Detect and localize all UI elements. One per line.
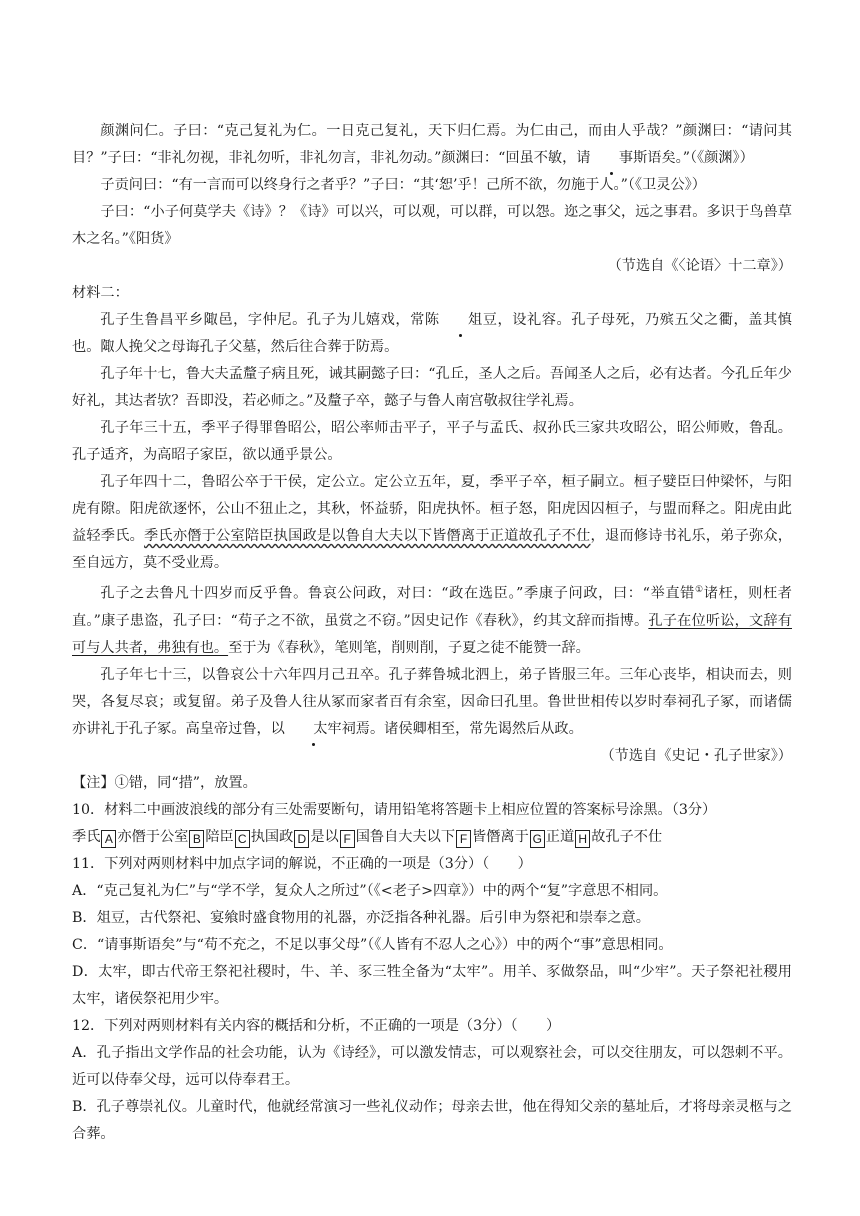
segment: 陪臣 [205,828,234,845]
question-11-stem: 11．下列对两则材料中加点字词的解说，不正确的一项是（3分）（ ） [72,855,532,872]
answer-box-g[interactable]: G [530,830,545,848]
dotted-word: 俎 [440,307,483,334]
segment: 执国政 [250,828,294,845]
question-12-option-a[interactable]: A．孔子指出文学作品的社会功能，认为《诗经》，可以激发情志，可以观察社会，可以交往朋友，可以怨刺不平。近可以侍奉父母，远可以侍奉君王。 [72,1044,792,1088]
segment: 正道 [545,828,575,845]
text: 豆，设礼容。孔子母死，乃殡五父之衢，盖其慎也。陬人挽父之母诲孔子父墓，然后往合葬于防焉。 [72,312,792,355]
segment: 亦僭于公室 [117,828,189,845]
text: 斯语矣。”（《颜渊》） [633,150,754,166]
text: 至于为《春秋》，笔则笔，削则削，子夏之徒不能赞一辞。 [228,639,590,656]
text: 孔子年四十二，鲁昭公卒于干侯，定公立。定公立五年，夏，季平子卒，桓子嗣立。桓子嬖臣曰仲梁怀，与阳虎有隙。阳虎欲逐怀，公山不狃止之，其秋，怀益骄，阳虎执怀。桓子怒，阳虎因囚桓子，与盟而释之。阳虎由此益轻季氏。 [72,474,792,544]
m1-paragraph-2: 子贡问曰：“有一言而可以终身行之者乎？”子曰：“其‘恕’乎！己所不欲，勿施于人。”（《卫灵公》） [100,177,706,193]
m2-paragraph-3: 孔子年三十五，季平子得罪鲁昭公，昭公率师击平子，平子与孟氏、叔孙氏三家共攻昭公，昭公师败，鲁乱。孔子适齐，为高昭子家臣，欲以通乎景公。 [72,420,792,463]
segment: 是以 [310,828,339,845]
question-11-option-c[interactable]: C．“请事斯语矣”与“苟不充之，不足以事父母”（《人皆有不忍人之心》）中的两个“事”意思相同。 [72,936,673,953]
m1-source: （节选自《〈论语〉十二章》） [607,258,792,274]
question-10-stem: 10．材料二中画波浪线的部分有三处需要断句，请用铅笔将答题卡上相应位置的答案标号涂黑。（3分） [72,801,717,818]
footnote: 【注】①错，同“措”，放置。 [72,774,257,791]
text: ，退而修诗书礼乐，弟子弥众，至自远方，莫不受业焉。 [72,528,792,571]
m2-source: （节选自《史记・孔子世家》） [600,747,792,764]
segment: 皆僭离于 [472,828,529,845]
answer-box-e[interactable]: F [340,830,355,848]
question-11-option-a[interactable]: A．“克己复礼为仁”与“学不学，复众人之所过”（《<老子>四章》）中的两个“复”字意思不相同。 [72,882,668,899]
answer-box-d[interactable]: D [294,830,309,848]
m2-paragraph-2: 孔子年十七，鲁大夫孟釐子病且死，诫其嗣懿子曰：“孔丘，圣人之后。吾闻圣人之后，必有达者。今孔丘年少好礼，其达者欤？吾即没，若必师之。”及釐子卒，懿子与鲁人南宫敬叔往学礼焉。 [72,366,792,409]
underlined-text: 孔子在位听讼，文辞有可与人共者，弗独有也。 [72,612,792,656]
text: 颜渊问仁。子曰：“克己复礼为仁。一日克己复礼，天下归仁焉。为仁由己，而由人乎哉？”颜渊曰：“请问其目？”子曰：“非礼勿视，非礼勿听，非礼勿言，非礼勿动。”颜渊曰：“回虽不敏，请 [72,123,792,166]
question-10-segments [72,824,792,851]
question-12-option-b[interactable]: B．孔子尊崇礼仪。儿童时代，他就经常演习一些礼仪动作；母亲去世，他在得知父亲的墓址后，才将母亲灵柩与之合葬。 [72,1098,792,1142]
text: 诸枉，则枉者直。”康子患盗，孔子曰：“苟子之不欲，虽赏之不窃。”因史记作《春秋》，约其文辞而指博。 [72,585,792,629]
answer-box-f[interactable]: F [456,830,471,848]
m2-paragraph-6 [72,662,792,743]
segment: 故孔子不仕 [591,828,663,845]
footnote-marker: ① [694,585,704,595]
text: 祠焉。诸侯卿相至，常先谒然后从政。 [341,720,583,737]
answer-box-c[interactable]: C [235,830,250,848]
segment: 季氏 [72,828,101,845]
segment: 国鲁自大夫以下 [355,828,456,845]
question-12-stem: 12．下列对两则材料有关内容的概括和分析，不正确的一项是（3分）（ ） [72,1017,561,1034]
answer-box-h[interactable]: H [575,830,590,848]
text: 孔子之去鲁凡十四岁而反乎鲁。鲁哀公问政，对曰：“政在选臣。”季康子问政，曰：“举直错 [100,585,695,602]
m2-heading: 材料二： [72,285,129,301]
m1-paragraph-3: 子曰：“小子何莫学夫《诗》？《诗》可以兴，可以观，可以群，可以怨。迩之事父，远之事君。多识于鸟兽草木之名。”《阳货》 [72,204,792,247]
exam-page [72,118,792,1148]
m2-paragraph-5 [72,577,792,662]
answer-box-b[interactable]: B [189,830,204,848]
m2-paragraph-1 [72,307,792,361]
text: 孔子年七十三，以鲁哀公十六年四月己丑卒。孔子葬鲁城北泗上，弟子皆服三年。三年心丧毕，相诀而去，则哭，各复尽哀；或复留。弟子及鲁人往从冢而家者百有余室，因命曰孔里。鲁世世相传以岁时奉祠孔子冢，而诸儒亦讲礼于孔子冢。高皇帝过鲁，以 [72,666,792,737]
wavy-underlined-text: 季氏亦僭于公室陪臣执国政是以鲁自大夫以下皆僭离于正道故孔子不仕 [144,528,591,544]
m2-paragraph-4 [72,469,792,577]
question-11-option-b[interactable]: B．俎豆，古代祭祀、宴飨时盛食物用的礼器，亦泛指各种礼器。后引申为祭祀和崇奉之意。 [72,909,650,926]
answer-box-a[interactable]: A [101,830,116,848]
m1-paragraph-1 [72,118,792,172]
question-11-option-d[interactable]: D．太牢，即古代帝王祭祀社稷时，牛、羊、豕三牲全备为“太牢”。用羊、豕做祭品，叫“少牢”。天子祭祀社稷用太牢，诸侯祭祀用少牢。 [72,963,792,1007]
text: 孔子生鲁昌平乡陬邑，字仲尼。孔子为儿嬉戏，常陈 [100,312,440,328]
dotted-word: 事 [590,145,633,172]
dotted-word: 太牢 [285,716,342,743]
